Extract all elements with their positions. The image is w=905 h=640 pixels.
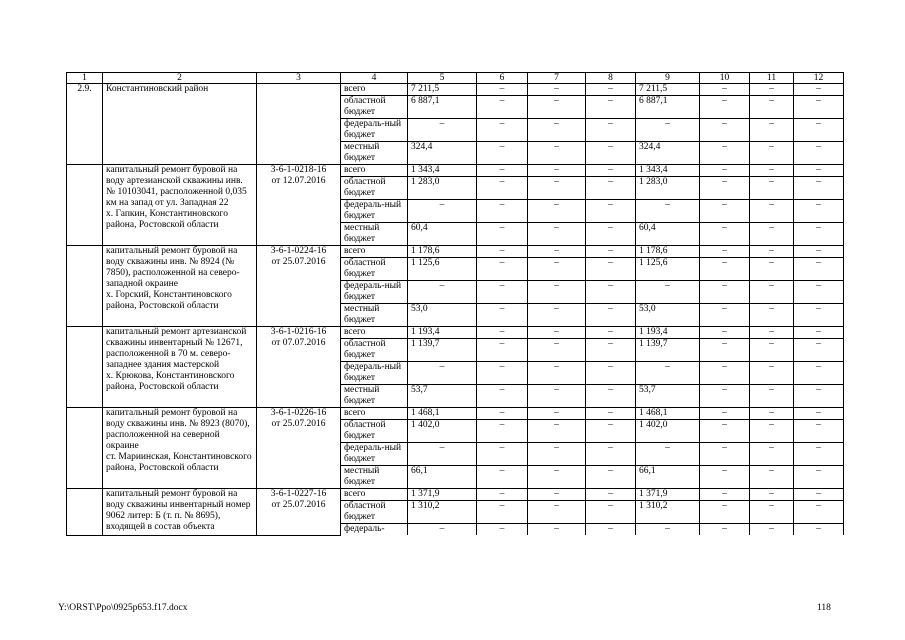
row-index [67, 246, 103, 327]
value-cell: 6 887,1 [408, 96, 477, 119]
document-number [257, 84, 341, 165]
value-cell: – [586, 246, 636, 258]
value-cell: 6 887,1 [636, 96, 700, 119]
value-cell: – [528, 165, 586, 177]
value-cell: – [794, 524, 844, 536]
value-cell: – [700, 420, 750, 443]
value-cell: – [586, 408, 636, 420]
value-cell: – [700, 200, 750, 223]
funding-source: всего [341, 246, 408, 258]
value-cell: – [794, 466, 844, 489]
value-cell: – [477, 443, 528, 466]
value-cell: – [700, 281, 750, 304]
value-cell: – [636, 281, 700, 304]
value-cell: – [586, 304, 636, 327]
value-cell: 1 468,1 [636, 408, 700, 420]
column-header: 8 [586, 73, 636, 84]
value-cell: – [528, 200, 586, 223]
value-cell: – [528, 466, 586, 489]
value-cell: – [586, 443, 636, 466]
value-cell: 1 139,7 [636, 339, 700, 362]
value-cell: – [700, 223, 750, 246]
value-cell: – [750, 304, 794, 327]
value-cell: – [528, 501, 586, 524]
value-cell: – [528, 524, 586, 536]
value-cell: – [586, 420, 636, 443]
value-cell: – [586, 84, 636, 96]
table-body [67, 84, 844, 536]
row-index: 2.9. [67, 84, 103, 165]
funding-source: областной бюджет [341, 501, 408, 524]
funding-source: всего [341, 84, 408, 96]
value-cell: – [586, 142, 636, 165]
value-cell: – [528, 408, 586, 420]
value-cell: – [477, 420, 528, 443]
value-cell: – [586, 96, 636, 119]
value-cell: – [528, 96, 586, 119]
value-cell: 1 402,0 [636, 420, 700, 443]
value-cell: – [477, 362, 528, 385]
value-cell: – [477, 327, 528, 339]
value-cell: – [477, 223, 528, 246]
value-cell: 66,1 [408, 466, 477, 489]
column-header: 9 [636, 73, 700, 84]
value-cell: – [750, 142, 794, 165]
value-cell: 1 178,6 [408, 246, 477, 258]
value-cell: – [794, 96, 844, 119]
value-cell: – [700, 96, 750, 119]
value-cell: – [700, 443, 750, 466]
value-cell: – [586, 258, 636, 281]
value-cell: – [528, 84, 586, 96]
funding-source: федераль-ный бюджет [341, 362, 408, 385]
value-cell: 1 310,2 [636, 501, 700, 524]
value-cell: 1 371,9 [408, 489, 477, 501]
value-cell: – [750, 339, 794, 362]
row-index [67, 165, 103, 246]
value-cell: – [794, 327, 844, 339]
value-cell: – [750, 96, 794, 119]
table-row [67, 408, 844, 420]
value-cell: – [528, 327, 586, 339]
value-cell: – [750, 84, 794, 96]
value-cell: – [528, 339, 586, 362]
object-name: капитальный ремонт буровой на воду скважины инв. № 8924 (№ 7850), расположенной на северо-западной окраине х. Горский, Константиновского района, Ростовской области [103, 246, 257, 327]
funding-source: областной бюджет [341, 420, 408, 443]
value-cell: – [750, 327, 794, 339]
value-cell: – [477, 339, 528, 362]
funding-source: областной бюджет [341, 177, 408, 200]
value-cell: – [794, 489, 844, 501]
funding-source: федераль-ный бюджет [341, 281, 408, 304]
value-cell: – [636, 443, 700, 466]
value-cell: 66,1 [636, 466, 700, 489]
value-cell: – [700, 165, 750, 177]
value-cell: – [528, 258, 586, 281]
value-cell: – [700, 466, 750, 489]
object-name: капитальный ремонт буровой на воду артезианской скважины инв. № 10103041, расположенной 0,035 км на запад от ул. Западная 22 х. Гапкин, Константиновского района, Ростовской области [103, 165, 257, 246]
value-cell: – [794, 223, 844, 246]
value-cell: – [794, 142, 844, 165]
value-cell: – [794, 258, 844, 281]
value-cell: 1 371,9 [636, 489, 700, 501]
value-cell: – [700, 304, 750, 327]
value-cell: – [586, 501, 636, 524]
value-cell: – [750, 223, 794, 246]
value-cell: – [750, 466, 794, 489]
value-cell: – [477, 165, 528, 177]
funding-source: всего [341, 489, 408, 501]
funding-source: федераль-ный бюджет [341, 119, 408, 142]
funding-source: местный бюджет [341, 142, 408, 165]
document-number: 3-6-1-0227-16 от 25.07.2016 [257, 489, 341, 536]
row-index [67, 489, 103, 536]
value-cell: – [477, 200, 528, 223]
value-cell: 7 211,5 [408, 84, 477, 96]
value-cell: – [750, 177, 794, 200]
value-cell: 1 343,4 [408, 165, 477, 177]
value-cell: – [477, 96, 528, 119]
value-cell: – [794, 420, 844, 443]
value-cell: – [408, 200, 477, 223]
table-row [67, 327, 844, 339]
value-cell: 1 125,6 [408, 258, 477, 281]
value-cell: – [700, 327, 750, 339]
value-cell: – [794, 177, 844, 200]
value-cell: – [700, 385, 750, 408]
value-cell: – [408, 362, 477, 385]
funding-source: федераль-ный бюджет [341, 200, 408, 223]
value-cell: – [586, 119, 636, 142]
column-header: 5 [408, 73, 477, 84]
column-header: 3 [257, 73, 341, 84]
value-cell: – [477, 246, 528, 258]
value-cell: – [794, 246, 844, 258]
object-name: капитальный ремонт буровой на воду скважины инвентарный номер 9062 литер: Б (т. п. № 8695), входящей в состав объекта [103, 489, 257, 536]
value-cell: – [586, 466, 636, 489]
value-cell: – [477, 501, 528, 524]
value-cell: – [700, 258, 750, 281]
value-cell: – [586, 489, 636, 501]
value-cell: – [700, 142, 750, 165]
row-index [67, 327, 103, 408]
value-cell: – [477, 489, 528, 501]
value-cell: – [750, 408, 794, 420]
value-cell: – [636, 200, 700, 223]
value-cell: 1 343,4 [636, 165, 700, 177]
value-cell: – [794, 84, 844, 96]
value-cell: – [794, 281, 844, 304]
value-cell: – [477, 119, 528, 142]
value-cell: – [586, 165, 636, 177]
document-number: 3-6-1-0218-16 от 12.07.2016 [257, 165, 341, 246]
funding-source: всего [341, 165, 408, 177]
value-cell: – [408, 281, 477, 304]
value-cell: – [586, 327, 636, 339]
value-cell: – [477, 524, 528, 536]
funding-source: местный бюджет [341, 466, 408, 489]
funding-source: областной бюджет [341, 339, 408, 362]
value-cell: – [794, 200, 844, 223]
value-cell: – [794, 362, 844, 385]
value-cell: – [408, 524, 477, 536]
value-cell: 1 283,0 [408, 177, 477, 200]
value-cell: – [794, 385, 844, 408]
column-header: 4 [341, 73, 408, 84]
value-cell: – [700, 489, 750, 501]
value-cell: – [700, 339, 750, 362]
footer-page-number: 118 [817, 603, 831, 613]
value-cell: – [528, 246, 586, 258]
column-header: 11 [750, 73, 794, 84]
document-number: 3-6-1-0226-16 от 25.07.2016 [257, 408, 341, 489]
funding-source: всего [341, 327, 408, 339]
value-cell: 53,0 [636, 304, 700, 327]
value-cell: – [794, 119, 844, 142]
value-cell: – [700, 246, 750, 258]
value-cell: 1 139,7 [408, 339, 477, 362]
value-cell: – [586, 223, 636, 246]
value-cell: – [528, 420, 586, 443]
value-cell: – [750, 246, 794, 258]
value-cell: – [477, 408, 528, 420]
value-cell: 7 211,5 [636, 84, 700, 96]
value-cell: – [700, 119, 750, 142]
value-cell: 1 193,4 [636, 327, 700, 339]
value-cell: – [750, 165, 794, 177]
column-number-row [67, 73, 844, 84]
value-cell: – [528, 142, 586, 165]
value-cell: – [750, 362, 794, 385]
value-cell: – [586, 200, 636, 223]
value-cell: – [700, 524, 750, 536]
value-cell: – [477, 304, 528, 327]
table-row [67, 489, 844, 501]
value-cell: 1 193,4 [408, 327, 477, 339]
column-header: 1 [67, 73, 103, 84]
value-cell: – [700, 408, 750, 420]
document-number: 3-6-1-0216-16 от 07.07.2016 [257, 327, 341, 408]
value-cell: – [477, 258, 528, 281]
value-cell: – [750, 200, 794, 223]
table-row [67, 246, 844, 258]
funding-source: местный бюджет [341, 223, 408, 246]
value-cell: – [528, 177, 586, 200]
object-name: Константиновский район [103, 84, 257, 165]
value-cell: 60,4 [636, 223, 700, 246]
funding-source: федераль-ный бюджет [341, 443, 408, 466]
value-cell: – [528, 385, 586, 408]
value-cell: – [636, 524, 700, 536]
value-cell: 1 125,6 [636, 258, 700, 281]
value-cell: – [586, 362, 636, 385]
value-cell: – [528, 304, 586, 327]
funding-source: федераль- [341, 524, 408, 536]
value-cell: 324,4 [408, 142, 477, 165]
document-number: 3-6-1-0224-16 от 25.07.2016 [257, 246, 341, 327]
funding-source: местный бюджет [341, 385, 408, 408]
column-header: 12 [794, 73, 844, 84]
value-cell: – [528, 489, 586, 501]
value-cell: 324,4 [636, 142, 700, 165]
funding-source: местный бюджет [341, 304, 408, 327]
value-cell: – [750, 119, 794, 142]
value-cell: – [700, 362, 750, 385]
value-cell: 1 402,0 [408, 420, 477, 443]
value-cell: – [794, 165, 844, 177]
row-index [67, 408, 103, 489]
object-name: капитальный ремонт артезианской скважины инвентарный № 12671, расположенной в 70 м. северо-западнее здания мастерской х. Крюкова, Константиновского района, Ростовской области [103, 327, 257, 408]
value-cell: – [528, 119, 586, 142]
value-cell: 1 178,6 [636, 246, 700, 258]
value-cell: – [750, 489, 794, 501]
value-cell: – [794, 408, 844, 420]
value-cell: – [794, 443, 844, 466]
value-cell: – [750, 281, 794, 304]
value-cell: – [477, 142, 528, 165]
funding-source: областной бюджет [341, 96, 408, 119]
value-cell: – [636, 362, 700, 385]
value-cell: – [750, 524, 794, 536]
value-cell: 53,7 [636, 385, 700, 408]
value-cell: – [477, 177, 528, 200]
value-cell: – [700, 84, 750, 96]
table-row [67, 84, 844, 96]
value-cell: – [794, 339, 844, 362]
value-cell: – [528, 443, 586, 466]
value-cell: – [477, 281, 528, 304]
value-cell: 53,0 [408, 304, 477, 327]
value-cell: – [408, 119, 477, 142]
value-cell: – [477, 466, 528, 489]
value-cell: – [528, 223, 586, 246]
value-cell: 1 468,1 [408, 408, 477, 420]
value-cell: – [700, 501, 750, 524]
object-name: капитальный ремонт буровой на воду скважины инв. № 8923 (8070), расположенной на северной окраине ст. Мариинская, Константиновского района, Ростовской области [103, 408, 257, 489]
footer-file-path: Y:\ORST\Ppo\0925p653.f17.docx [58, 603, 188, 613]
value-cell: – [794, 501, 844, 524]
column-header: 10 [700, 73, 750, 84]
value-cell: – [586, 385, 636, 408]
value-cell: – [794, 304, 844, 327]
value-cell: – [636, 119, 700, 142]
value-cell: – [586, 281, 636, 304]
value-cell: – [586, 177, 636, 200]
value-cell: – [750, 258, 794, 281]
value-cell: – [528, 362, 586, 385]
column-header: 2 [103, 73, 257, 84]
value-cell: – [700, 177, 750, 200]
value-cell: – [750, 501, 794, 524]
value-cell: 60,4 [408, 223, 477, 246]
table-row [67, 165, 844, 177]
value-cell: 53,7 [408, 385, 477, 408]
value-cell: – [750, 385, 794, 408]
value-cell: – [586, 524, 636, 536]
funding-source: всего [341, 408, 408, 420]
column-header: 7 [528, 73, 586, 84]
value-cell: – [408, 443, 477, 466]
value-cell: – [528, 281, 586, 304]
value-cell: – [477, 84, 528, 96]
value-cell: 1 283,0 [636, 177, 700, 200]
value-cell: 1 310,2 [408, 501, 477, 524]
value-cell: – [477, 385, 528, 408]
budget-table [66, 72, 844, 536]
column-header: 6 [477, 73, 528, 84]
funding-source: областной бюджет [341, 258, 408, 281]
value-cell: – [750, 420, 794, 443]
value-cell: – [750, 443, 794, 466]
value-cell: – [586, 339, 636, 362]
